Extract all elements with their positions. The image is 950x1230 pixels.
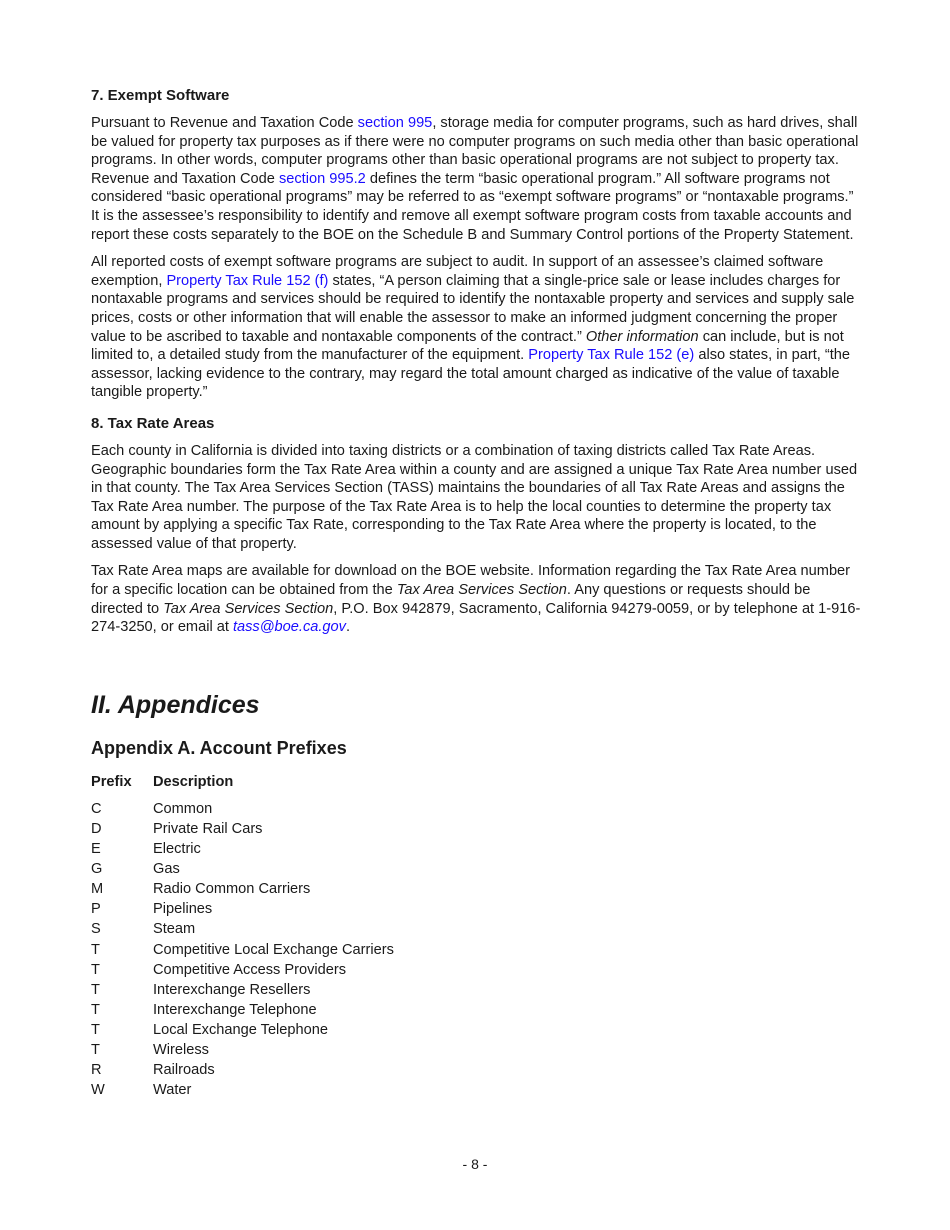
prefix-cell: S [91, 921, 101, 938]
table-header-row [91, 773, 394, 799]
text-run: . Any questions or requests should be directed to [91, 582, 811, 617]
description-cell: Railroads [153, 1062, 215, 1079]
prefix-cell: E [91, 841, 101, 858]
text-run: , storage media for computer programs, such as hard drives, shall be valued for property tax purposes as if there were no computer programs on such media other than basic operational programs. In other words, computer programs other than basic operational programs are not subject to property tax. Revenue and Taxation Code [91, 115, 859, 187]
prefix-cell: R [91, 1062, 102, 1079]
prefix-cell: G [91, 861, 103, 878]
description-cell: Private Rail Cars [153, 820, 263, 837]
link-property-tax-rule-152-e[interactable]: Property Tax Rule 152 (e) [528, 347, 695, 364]
text-run: All reported costs of exempt software programs are subject to audit. In support of an assessee’s claimed software exemption, [91, 254, 824, 289]
text-run: . [345, 619, 351, 636]
description-cell: Competitive Local Exchange Carriers [153, 941, 394, 958]
text-run: defines the term “basic operational program.” All software programs not considered “basic operational programs” may be referred to as “exempt software programs” or “nontaxable programs.” It is the assessee’s responsibility to identify and remove all exempt software program costs from taxable accounts and report these costs separately to the BOE on the Schedule B and Summary Control portions of the Property Statement. [91, 170, 854, 243]
tax-rate-areas-paragraph-1: Each county in California is divided into taxing districts or a combination of taxing districts called Tax Rate Areas. Geographic boundaries form the Tax Rate Area within a county and are assigned a unique Tax Rate Area number used in that county. The Tax Area Services Section (TASS) maintains the boundaries of all Tax Rate Areas and assigns the Tax Rate Area number. The purpose of the Tax Rate Area is to help the local counties to determine the property tax amount by applying a specific Tax Rate, corresponding to the Tax Rate Area where the property is located, to the assessed value of that property. [91, 442, 858, 552]
account-prefix-rows [91, 799, 394, 1100]
description-cell: Interexchange Resellers [153, 981, 311, 998]
description-cell: Competitive Access Providers [153, 961, 347, 978]
text-run: , P.O. Box 942879, Sacramento, California 94279-0059, or by telephone at 1-916-274-3250, or email at [91, 600, 861, 636]
table-row [91, 879, 394, 899]
exempt-software-paragraph-2 [91, 253, 863, 402]
description-cell: Gas [153, 861, 180, 878]
prefix-cell: T [91, 961, 100, 978]
table-row [91, 960, 394, 980]
table-row [91, 859, 394, 879]
page-number: - 8 - [462, 1156, 488, 1172]
prefix-cell: T [91, 981, 100, 998]
text-run: states, “A person claiming that a single-price sale or lease includes charges for nontaxable programs and services should be required to identify the nontaxable property and services and supply sale prices, costs or other information that will enable the assessor to make an informed judgment concerning the proper value to be ascribed to taxable and nontaxable components of the contract.” [91, 272, 855, 345]
tax-rate-areas-paragraph-2 [91, 562, 863, 636]
table-row [91, 1000, 394, 1020]
link-section-995-2[interactable]: section 995.2 [278, 170, 366, 187]
table-row [91, 980, 394, 1000]
table-row [91, 819, 394, 839]
description-cell: Electric [153, 841, 201, 858]
column-header-description: Description [153, 773, 234, 790]
table-row [91, 1040, 394, 1060]
emphasis-tax-area-services-section: Tax Area Services Section [163, 600, 334, 617]
description-cell: Pipelines [153, 901, 213, 918]
prefix-cell: T [91, 941, 100, 958]
text-run: can include, but is not limited to, a detailed study from the manufacturer of the equipment. [91, 328, 844, 364]
prefix-cell: T [91, 1041, 100, 1058]
exempt-software-paragraph-1 [91, 114, 863, 244]
prefix-cell: C [91, 800, 102, 817]
prefix-cell: P [91, 901, 101, 918]
column-header-prefix: Prefix [91, 773, 132, 790]
description-cell: Water [153, 1082, 192, 1099]
emphasis-other-information: Other information [585, 328, 699, 345]
table-row [91, 1060, 394, 1080]
link-property-tax-rule-152-f[interactable]: Property Tax Rule 152 (f) [166, 272, 329, 289]
link-section-995[interactable]: section 995 [357, 115, 433, 131]
emphasis-tax-area-services-section: Tax Area Services Section [396, 582, 567, 599]
appendices-heading: II. Appendices [91, 690, 260, 719]
table-row [91, 799, 394, 819]
prefix-cell: T [91, 1021, 100, 1038]
account-prefix-table [91, 773, 394, 1100]
prefix-cell: W [91, 1082, 105, 1099]
description-cell: Wireless [153, 1041, 209, 1058]
description-cell: Local Exchange Telephone [153, 1021, 328, 1038]
table-row [91, 1080, 394, 1100]
text-run: also states, in part, “the assessor, lacking evidence to the contrary, may regard the total amount charged as indicative of the value of taxable tangible property.” [91, 347, 851, 401]
prefix-cell: T [91, 1001, 100, 1018]
description-cell: Radio Common Carriers [153, 881, 311, 898]
email-link-tass[interactable]: tass@boe.ca.gov [232, 619, 346, 636]
prefix-cell: D [91, 820, 102, 837]
appendix-a-heading: Appendix A. Account Prefixes [91, 737, 347, 758]
table-row [91, 940, 394, 960]
section-heading-exempt-software: 7. Exempt Software [91, 87, 230, 104]
table-row [91, 1020, 394, 1040]
section-heading-tax-rate-areas: 8. Tax Rate Areas [91, 414, 215, 432]
description-cell: Steam [153, 921, 196, 938]
document-page [91, 86, 863, 1100]
text-run: Pursuant to Revenue and Taxation Code [91, 115, 358, 131]
description-cell: Interexchange Telephone [153, 1001, 317, 1018]
table-row [91, 839, 394, 859]
table-row [91, 919, 394, 939]
prefix-cell: M [91, 881, 104, 898]
description-cell: Common [153, 800, 213, 817]
table-row [91, 899, 394, 919]
text-run: Tax Rate Area maps are available for download on the BOE website. Information regarding the Tax Rate Area number for a specific location can be obtained from the [91, 563, 851, 599]
